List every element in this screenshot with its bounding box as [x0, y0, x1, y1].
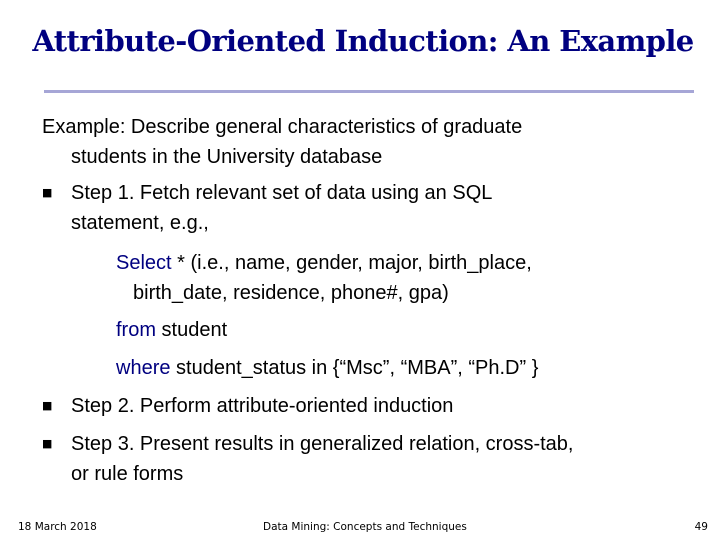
sql-select-keyword: Select	[116, 252, 172, 274]
footer-page-number: 49	[694, 521, 708, 533]
sql-from-clause	[116, 315, 706, 345]
intro-line-2: students in the University database	[71, 146, 383, 168]
sql-where-keyword: where	[116, 357, 171, 379]
bullet-step-2	[42, 391, 692, 421]
slide-title: Attribute-Oriented Induction: An Example	[32, 24, 694, 58]
intro-paragraph	[42, 112, 682, 172]
sql-from-keyword: from	[116, 319, 156, 341]
sql-select-columns: * (i.e., name, gender, major, birth_place,	[171, 252, 532, 274]
bullet-step-1	[42, 178, 692, 238]
footer-date: 18 March 2018	[18, 521, 97, 533]
bullet-square-icon: ■	[42, 437, 53, 450]
bullet-step-3-line-1: Step 3. Present results in generalized relation, cross-tab,	[71, 433, 574, 455]
footer-course: Data Mining: Concepts and Techniques	[263, 521, 467, 533]
title-divider	[44, 90, 694, 93]
sql-select-clause	[116, 248, 706, 308]
sql-where-clause	[116, 353, 706, 383]
bullet-square-icon: ■	[42, 399, 53, 412]
sql-select-columns-cont: birth_date, residence, phone#, gpa)	[133, 282, 449, 304]
bullet-square-icon: ■	[42, 186, 53, 199]
bullet-step-2-line-1: Step 2. Perform attribute-oriented induction	[71, 395, 454, 417]
intro-line-1: Example: Describe general characteristics of graduate	[42, 116, 523, 138]
bullet-step-1-line-1: Step 1. Fetch relevant set of data using an SQL	[71, 182, 493, 204]
bullet-step-3-line-2: or rule forms	[71, 463, 184, 485]
bullet-step-1-line-2: statement, e.g.,	[71, 212, 209, 234]
sql-from-table: student	[156, 319, 228, 341]
bullet-step-3	[42, 429, 692, 489]
sql-where-condition: student_status in {“Msc”, “MBA”, “Ph.D” }	[170, 357, 539, 379]
